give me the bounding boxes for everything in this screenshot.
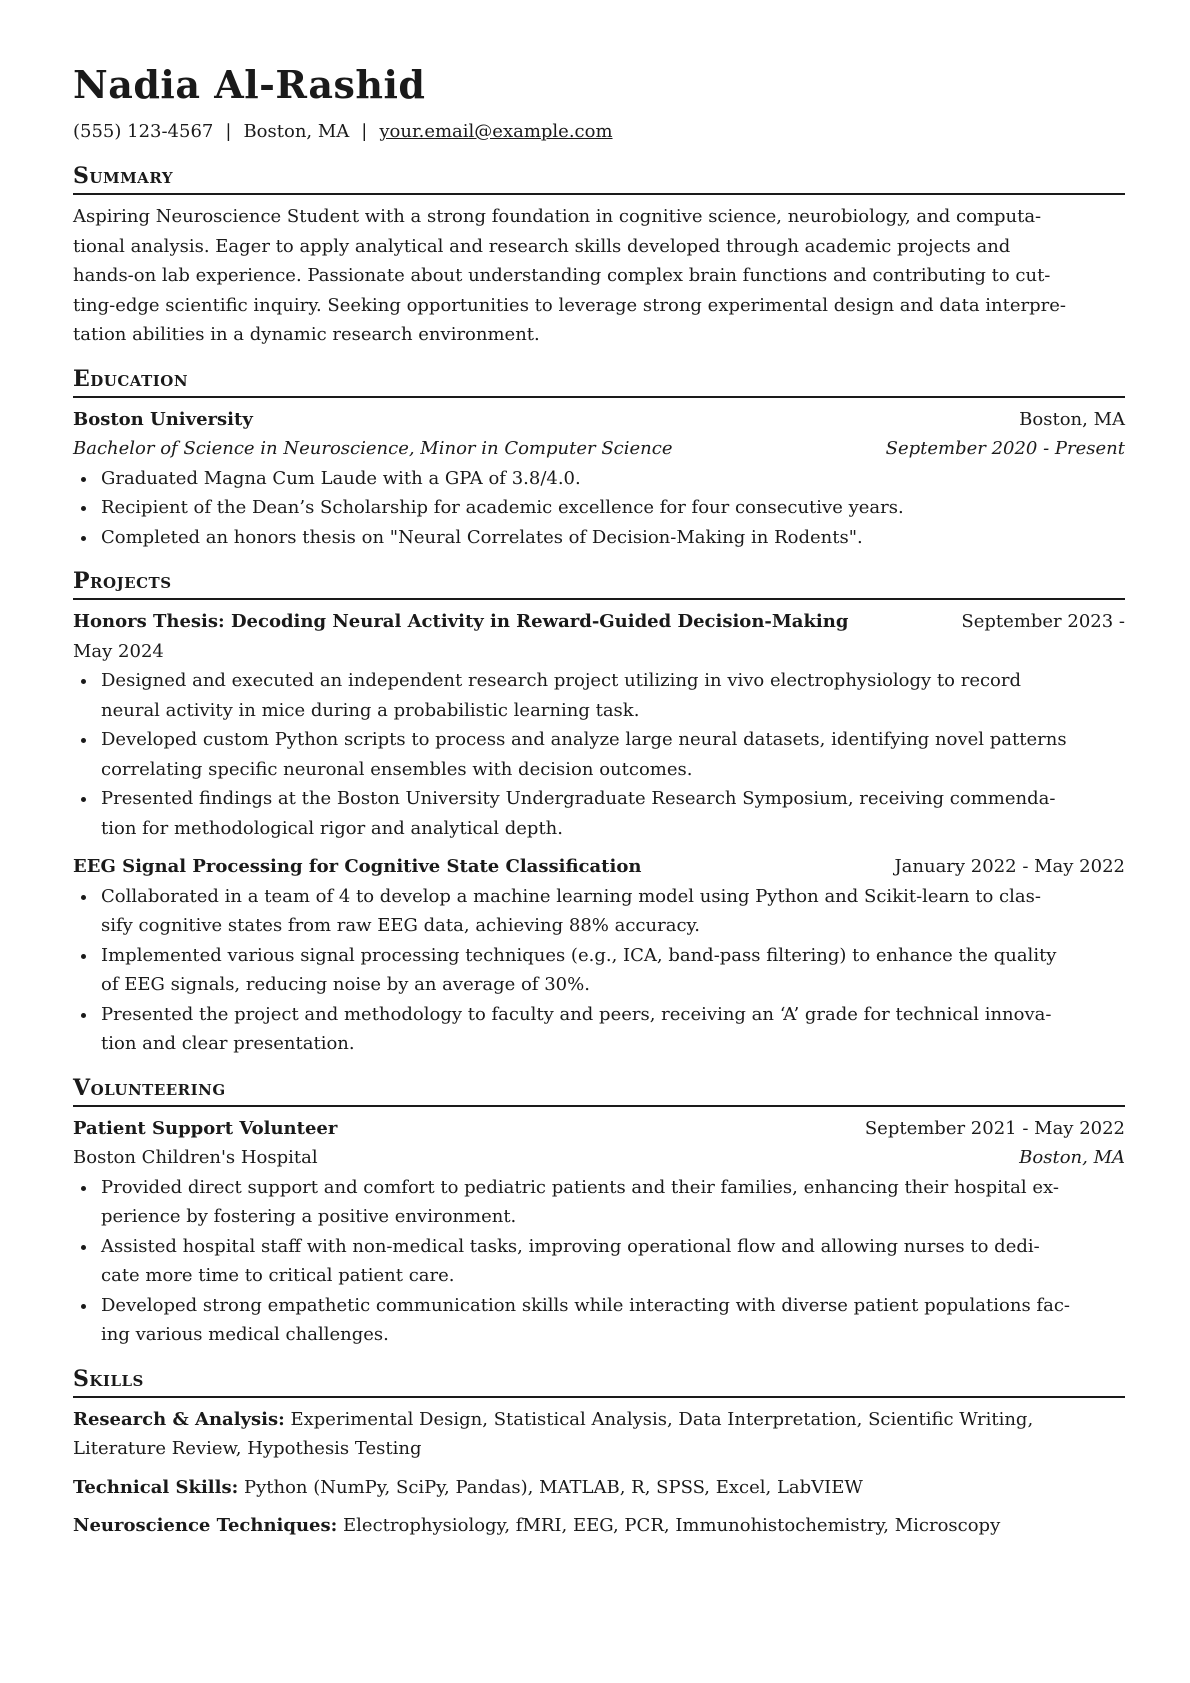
education-entry	[73, 405, 1125, 553]
project-bullets	[73, 882, 1125, 1059]
list-item: Provided direct support and comfort to pediatric patients and their families, enhancing their hospital ex- perience by fostering a positive environment.	[73, 1173, 1125, 1232]
volunteering-bullets	[73, 1173, 1125, 1350]
list-item: Assisted hospital staff with non-medical tasks, improving operational flow and allowing nurses to dedi- cate more time to critical patient care.	[73, 1232, 1125, 1291]
project-name: EEG Signal Processing for Cognitive State Classification	[73, 856, 642, 877]
project-dates: January 2022 - May 2022	[894, 856, 1125, 877]
section-title-education: Education	[73, 365, 1125, 398]
volunteering-dates: September 2021 - May 2022	[864, 1117, 1125, 1139]
phone-number: (555) 123-4567	[73, 121, 214, 142]
education-bullets	[73, 464, 1125, 553]
degree: Bachelor of Science in Neuroscience, Minor in Computer Science	[73, 438, 673, 459]
summary-line: tional analysis. Eager to apply analytical and research skills developed through academic projects and	[73, 235, 1011, 257]
list-item: Graduated Magna Cum Laude with a GPA of 3.8/4.0.	[73, 464, 1125, 494]
contact-line	[73, 120, 1125, 144]
education-header	[73, 405, 1125, 435]
skill-technical	[73, 1473, 1125, 1503]
skill-label: Technical Skills:	[73, 1476, 239, 1498]
list-item: Implemented various signal processing techniques (e.g., ICA, band-pass filtering) to enhance the quality of EEG signals, reducing noise by an average of 30%.	[73, 941, 1125, 1000]
project-dates-continued: May 2024	[73, 640, 164, 662]
project-name: Honors Thesis: Decoding Neural Activity in Reward-Guided Decision-Making	[73, 611, 849, 632]
project-dates: September 2023 -	[961, 611, 1125, 632]
list-item: Presented the project and methodology to faculty and peers, receiving an ‘A’ grade for technical innova- tion and clear presentation.	[73, 1000, 1125, 1059]
list-item: Collaborated in a team of 4 to develop a machine learning model using Python and Scikit-learn to clas- sify cognitive states from raw EEG data, achieving 88% accuracy.	[73, 882, 1125, 941]
skill-neuroscience	[73, 1511, 1125, 1541]
email-link[interactable]: your.email@example.com	[379, 121, 613, 142]
section-title-projects: Projects	[73, 567, 1125, 600]
project-entry	[73, 607, 1125, 843]
summary-line: Aspiring Neuroscience Student with a strong foundation in cognitive science, neurobiology, and computa-	[73, 206, 1042, 227]
skill-value: Literature Review, Hypothesis Testing	[73, 1438, 422, 1459]
project-entry	[73, 852, 1125, 1059]
skill-label: Research & Analysis:	[73, 1408, 285, 1430]
skill-value: Experimental Design, Statistical Analysis, Data Interpretation, Scientific Writing,	[284, 1408, 1034, 1430]
project-header	[73, 607, 1125, 637]
list-item: Developed strong empathetic communication skills while interacting with diverse patient populations fac- ing various medical challenges.	[73, 1291, 1125, 1350]
resume-page	[73, 62, 1125, 1541]
section-title-volunteering: Volunteering	[73, 1074, 1125, 1107]
volunteering-org-row	[73, 1143, 1125, 1173]
section-title-summary: Summary	[73, 162, 1125, 195]
school-location: Boston, MA	[1019, 408, 1125, 430]
skill-research	[73, 1405, 1125, 1464]
project-bullets	[73, 666, 1125, 843]
section-title-skills: Skills	[73, 1365, 1125, 1398]
separator: |	[225, 121, 232, 142]
separator: |	[361, 121, 368, 142]
list-item: Designed and executed an independent research project utilizing in vivo electrophysiology to record neural activity in mice during a probabilistic learning task.	[73, 666, 1125, 725]
volunteering-header	[73, 1114, 1125, 1144]
school-name: Boston University	[73, 408, 253, 430]
location: Boston, MA	[243, 121, 350, 142]
skill-value: Python (NumPy, SciPy, Pandas), MATLAB, R, SPSS, Excel, LabVIEW	[238, 1476, 863, 1498]
education-degree-row	[73, 434, 1125, 464]
list-item: Presented findings at the Boston University Undergraduate Research Symposium, receiving commenda- tion for methodological rigor and analytical depth.	[73, 784, 1125, 843]
candidate-name: Nadia Al-Rashid	[73, 62, 426, 107]
list-item: Completed an honors thesis on "Neural Correlates of Decision-Making in Rodents".	[73, 523, 1125, 553]
summary-line: ting-edge scientific inquiry. Seeking opportunities to leverage strong experimental design and data interpre-	[73, 294, 1066, 316]
education-dates: September 2020 - Present	[885, 438, 1125, 459]
volunteering-entry	[73, 1114, 1125, 1350]
summary-text	[73, 202, 1125, 350]
summary-line: tation abilities in a dynamic research environment.	[73, 324, 540, 345]
volunteering-location: Boston, MA	[1019, 1147, 1125, 1168]
summary-line: hands-on lab experience. Passionate about understanding complex brain functions and contributing to cut-	[73, 265, 1051, 286]
project-header	[73, 852, 1125, 882]
skill-label: Neuroscience Techniques:	[73, 1515, 338, 1536]
list-item: Recipient of the Dean’s Scholarship for academic excellence for four consecutive years.	[73, 493, 1125, 523]
list-item: Developed custom Python scripts to process and analyze large neural datasets, identifying novel patterns correlating specific neuronal ensembles with decision outcomes.	[73, 725, 1125, 784]
role-title: Patient Support Volunteer	[73, 1117, 338, 1139]
skill-value: Electrophysiology, fMRI, EEG, PCR, Immunohistochemistry, Microscopy	[337, 1515, 1001, 1536]
organization: Boston Children's Hospital	[73, 1147, 318, 1168]
